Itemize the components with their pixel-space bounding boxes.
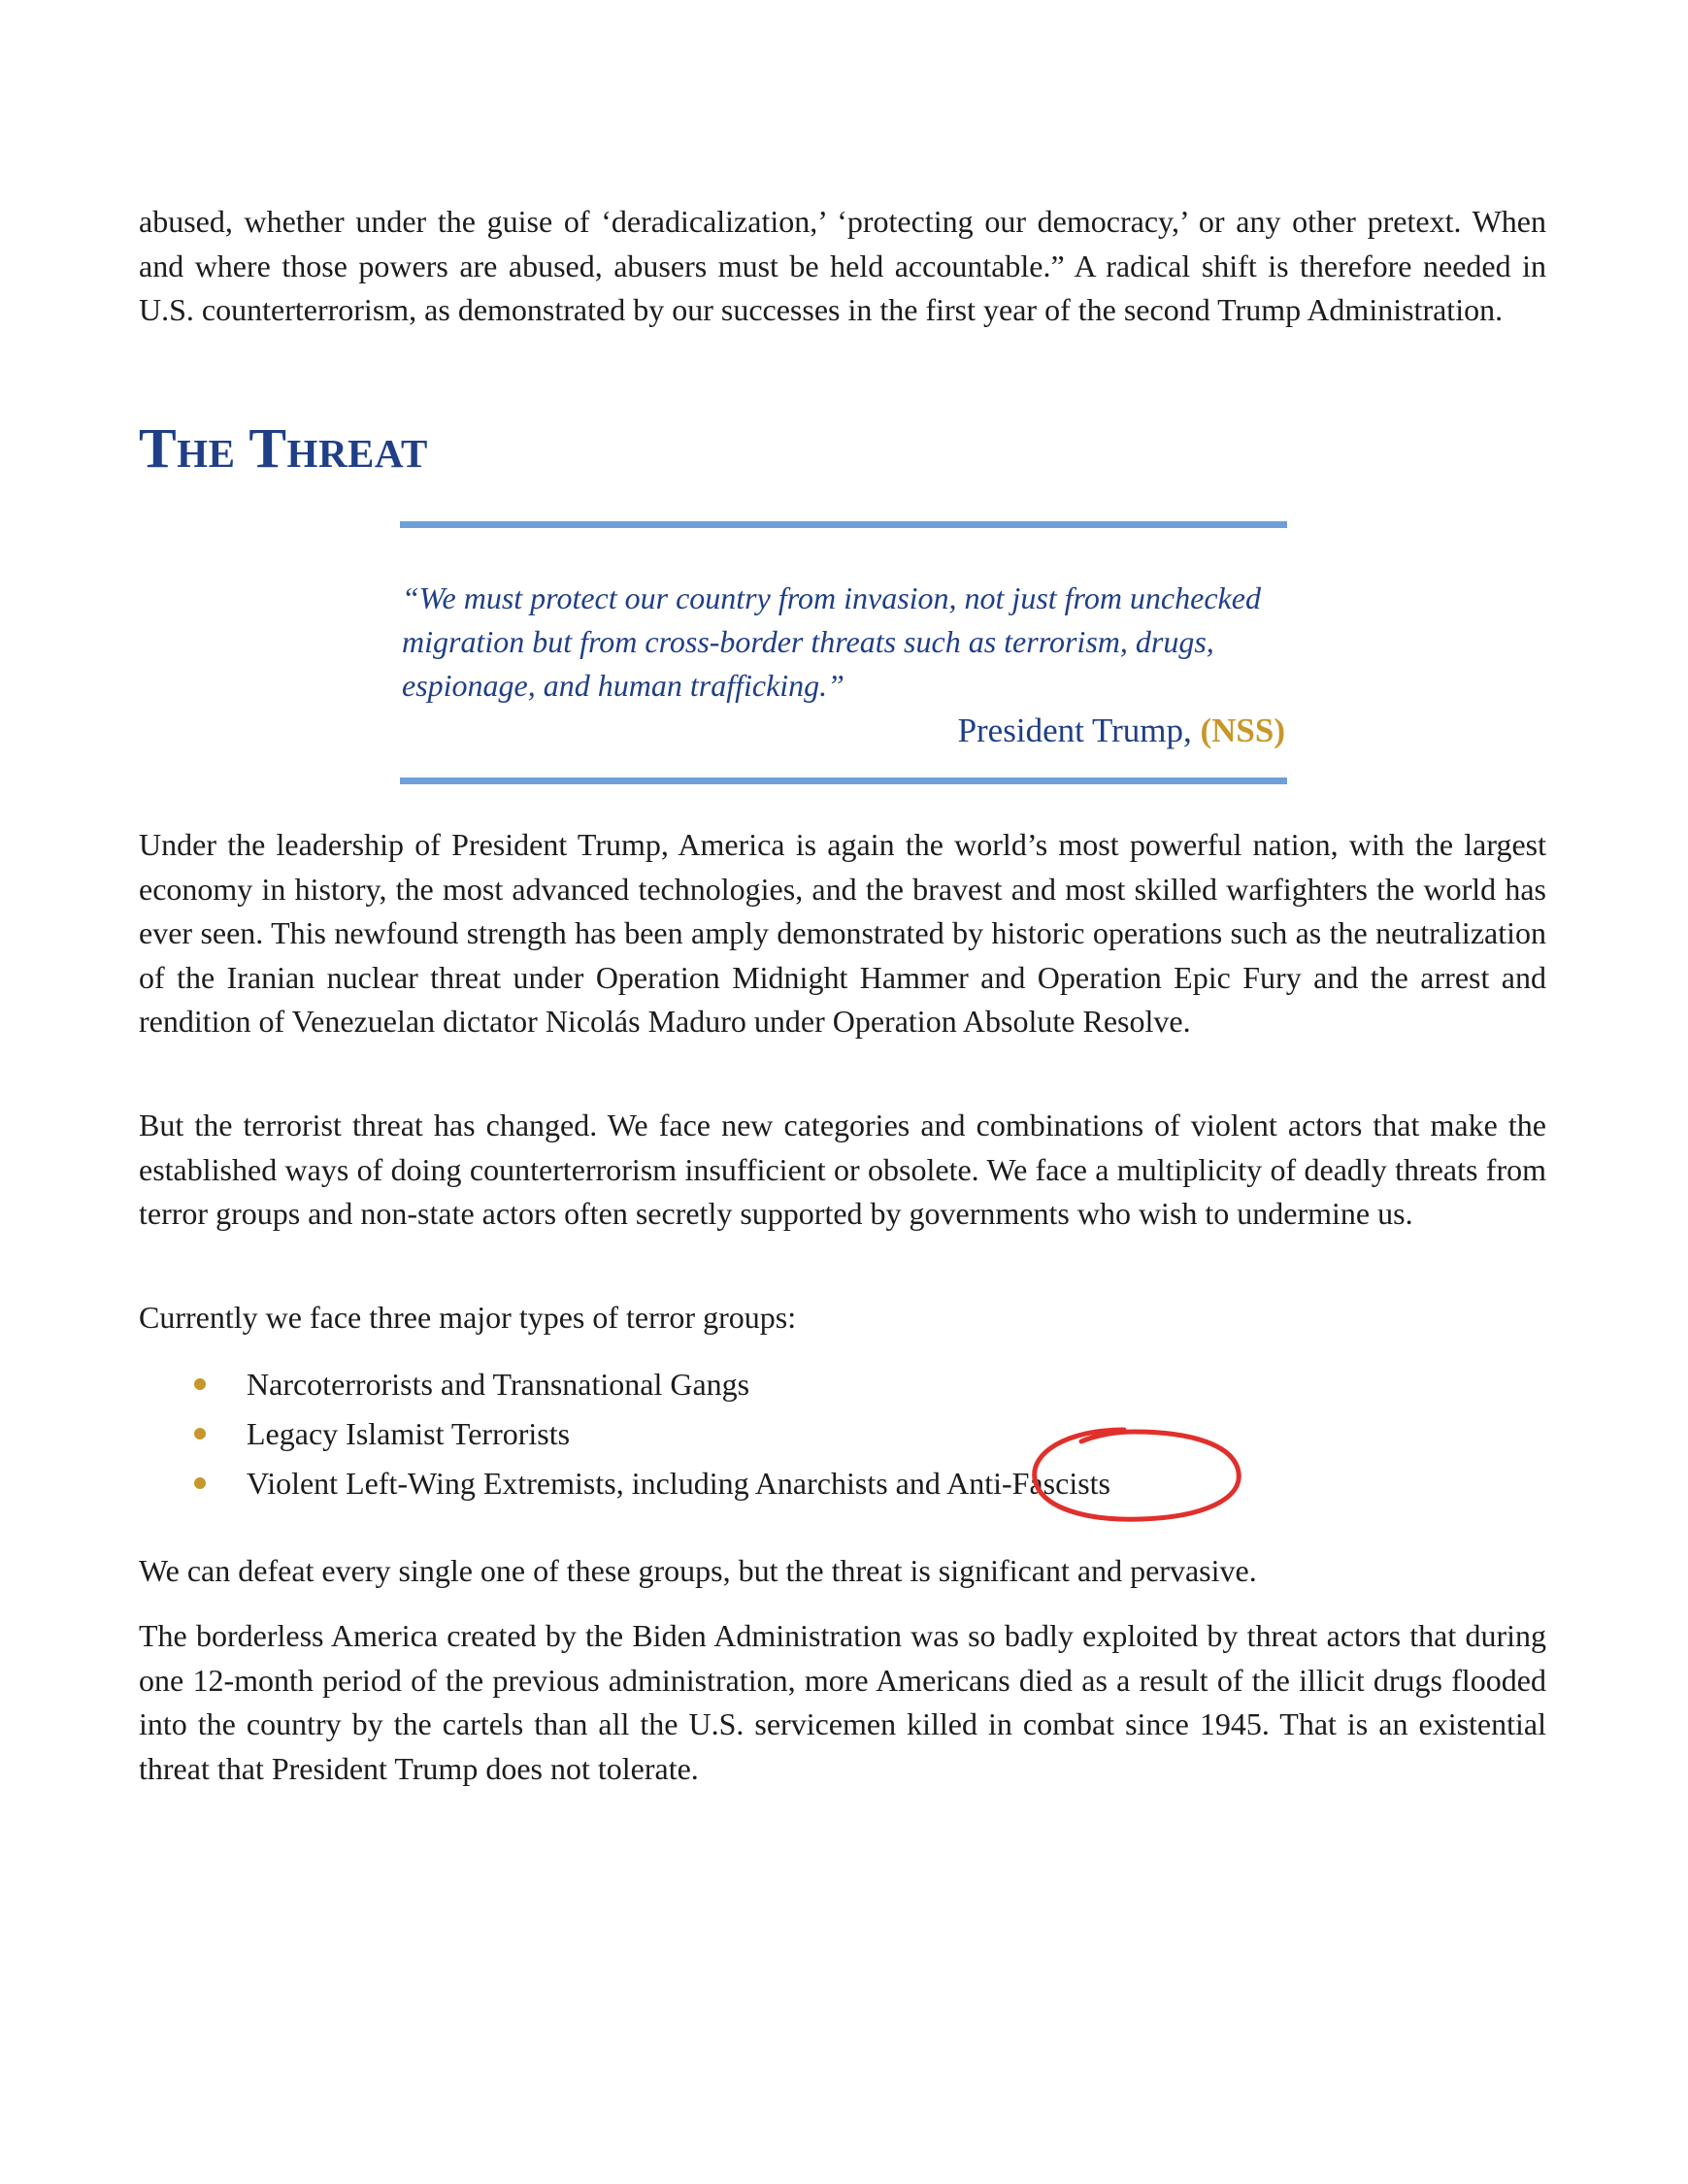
attribution-name: President Trump,: [957, 711, 1201, 749]
list-item: [194, 1409, 1110, 1459]
bullet-icon: [194, 1378, 206, 1390]
terror-groups-list: [194, 1360, 1110, 1508]
groups-intro-paragraph: Currently we face three major types of terror groups:: [139, 1300, 797, 1335]
leadership-paragraph: Under the leadership of President Trump, America is again the world’s most powerful nation, with the largest economy in history, the most advanced technologies, and the bravest and most skilled warfighters the world has ever seen. This newfound strength has been amply demonstrated by historic operations such as the neutralization of the Iranian nuclear threat under Operation Midnight Hammer and Operation Epic Fury and the arrest and rendition of Venezuelan dictator Nicolás Maduro under Operation Absolute Resolve.: [139, 827, 1546, 1039]
quote-rule-top: [400, 521, 1287, 528]
quote-attribution: [958, 711, 1285, 750]
bullet-icon: [194, 1428, 206, 1439]
quote-rule-bottom: [400, 778, 1287, 784]
threat-changed-paragraph: But the terrorist threat has changed. We face new categories and combinations of violent actors that make the established ways of doing counterterrorism insufficient or obsolete. We face a multiplicity of deadly threats from terror groups and non-state actors often secretly supported by governments who wish to undermine us.: [139, 1108, 1546, 1231]
bullet-icon: [194, 1477, 206, 1489]
list-item: [194, 1360, 1110, 1409]
list-item-text: Violent Left-Wing Extremists, including Anarchists and Anti-Fascists: [247, 1466, 1110, 1501]
attribution-source: (NSS): [1200, 711, 1285, 749]
section-heading: The Threat: [139, 416, 428, 480]
list-item-text: Narcoterrorists and Transnational Gangs: [247, 1367, 750, 1402]
list-item: [194, 1459, 1110, 1508]
defeat-paragraph: We can defeat every single one of these groups, but the threat is significant and pervasive.: [139, 1553, 1257, 1588]
list-item-text: Legacy Islamist Terrorists: [247, 1416, 571, 1451]
pull-quote: “We must protect our country from invasion, not just from unchecked migration but from cross-border threats such as terrorism, drugs, espionage, and human trafficking.”: [402, 580, 1261, 703]
borderless-paragraph: The borderless America created by the Biden Administration was so badly exploited by threat actors that during one 12-month period of the previous administration, more Americans died as a result of the illicit drugs flooded into the country by the cartels than all the U.S. servicemen killed in combat since 1945. That is an existential threat that President Trump does not tolerate.: [139, 1618, 1546, 1786]
intro-paragraph: abused, whether under the guise of ‘deradicalization,’ ‘protecting our democracy,’ or any other pretext. When and where those powers are abused, abusers must be held accountable.” A radical shift is therefore needed in U.S. counterterrorism, as demonstrated by our successes in the first year of the second Trump Administration.: [139, 204, 1546, 327]
